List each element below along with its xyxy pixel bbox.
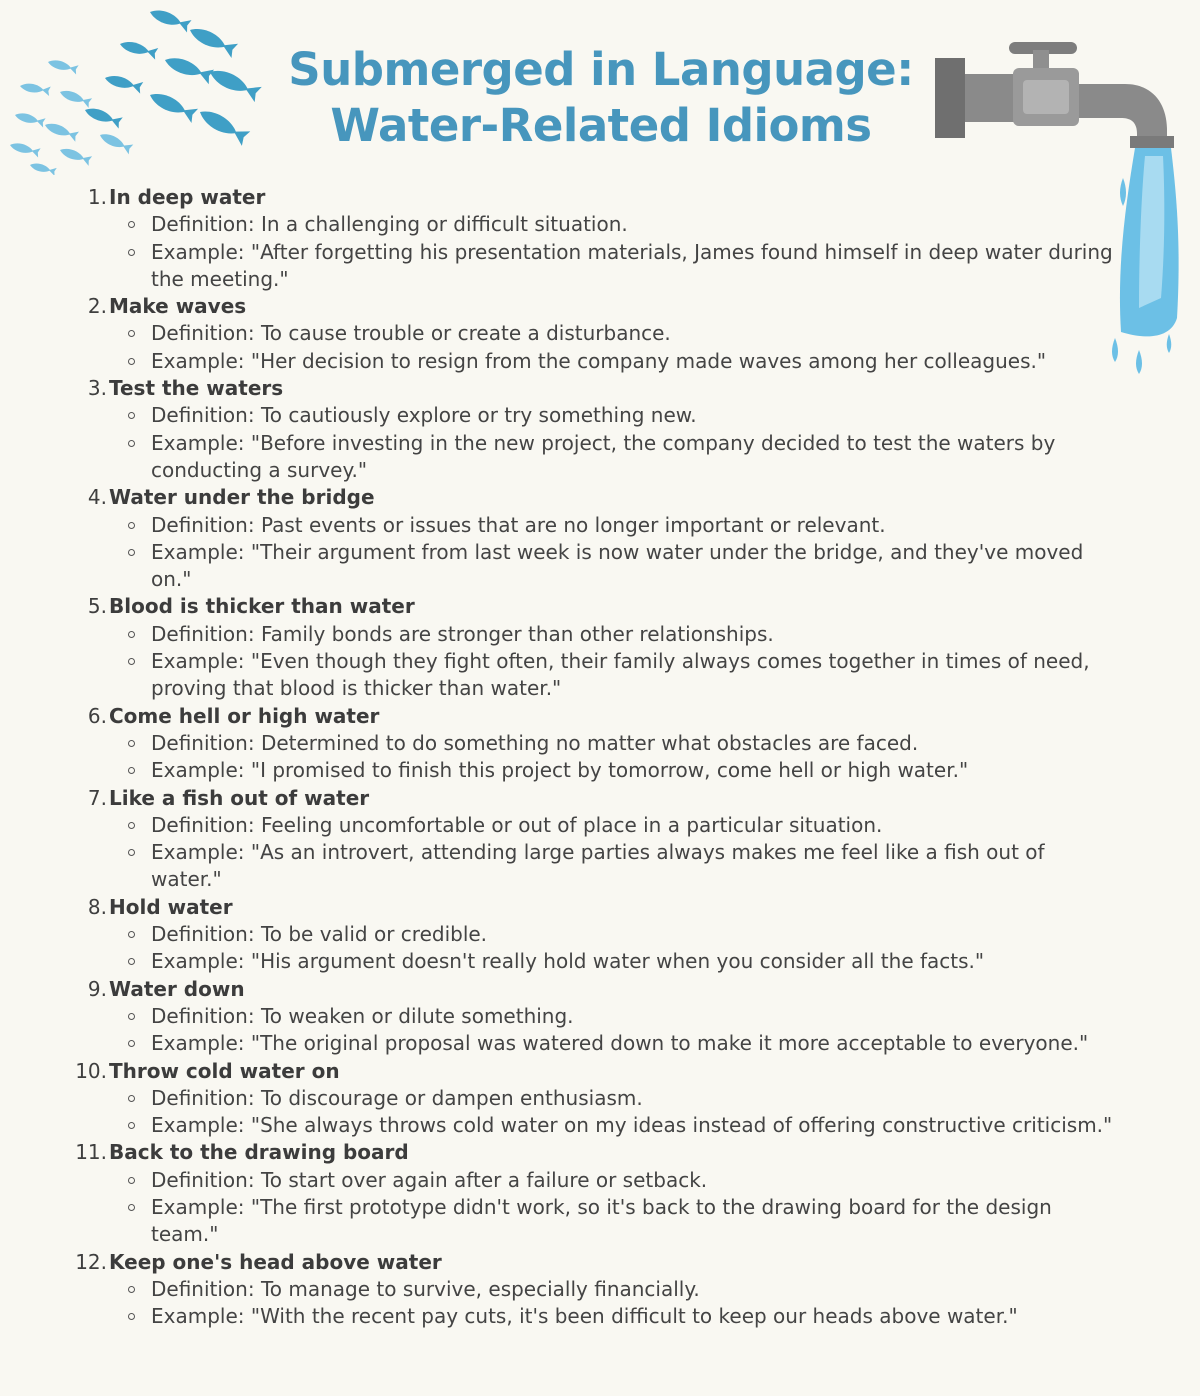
definition: Definition: To weaken or dilute something. <box>0 1003 1119 1030</box>
idioms-list <box>0 184 1200 1330</box>
item-number: 11. <box>75 1140 107 1165</box>
item-number: 12. <box>75 1249 107 1274</box>
item-number: 10. <box>75 1058 107 1083</box>
item-number: 5. <box>87 594 107 619</box>
item-number: 7. <box>87 785 107 810</box>
list-item <box>0 785 1200 894</box>
idiom-term: Test the waters <box>109 376 284 401</box>
example: Example: "Before investing in the new project, the company decided to test the waters by conducting a survey." <box>0 430 1119 485</box>
idiom-term: Throw cold water on <box>109 1058 340 1083</box>
item-number: 6. <box>87 703 107 728</box>
example: Example: "Her decision to resign from the company made waves among her colleagues." <box>0 348 1119 375</box>
bullet-icon <box>128 1177 135 1184</box>
bullet-icon <box>128 1122 135 1129</box>
list-item <box>0 593 1200 702</box>
example: Example: "Their argument from last week is now water under the bridge, and they've moved on." <box>0 539 1119 594</box>
idiom-term: Water under the bridge <box>109 485 375 510</box>
idiom-term: Make waves <box>109 294 247 319</box>
list-item <box>0 976 1200 1058</box>
list-item <box>0 375 1200 484</box>
definition: Definition: To be valid or credible. <box>0 921 1119 948</box>
bullet-icon <box>128 1204 135 1211</box>
bullet-icon <box>128 849 135 856</box>
list-item <box>0 184 1200 293</box>
bullet-icon <box>128 412 135 419</box>
definition: Definition: To start over again after a failure or setback. <box>0 1167 1119 1194</box>
bullet-icon <box>128 822 135 829</box>
list-item <box>0 484 1200 593</box>
idiom-term: Back to the drawing board <box>109 1140 409 1165</box>
bullet-icon <box>128 249 135 256</box>
idiom-term: In deep water <box>109 185 266 209</box>
definition: Definition: Past events or issues that are no longer important or relevant. <box>0 512 1119 539</box>
item-number: 1. <box>87 185 107 209</box>
bullet-icon <box>128 1013 135 1020</box>
example: Example: "As an introvert, attending large parties always makes me feel like a fish out of water." <box>0 839 1119 894</box>
example: Example: "Even though they fight often, their family always comes together in times of need, proving that blood is thicker than water." <box>0 648 1119 703</box>
bullet-icon <box>128 330 135 337</box>
example: Example: "The first prototype didn't work, so it's back to the drawing board for the design team." <box>0 1194 1119 1249</box>
idiom-term: Like a fish out of water <box>109 785 370 810</box>
bullet-icon <box>128 522 135 529</box>
bullet-icon <box>128 931 135 938</box>
definition: Definition: To manage to survive, especially financially. <box>0 1276 1119 1303</box>
definition: Definition: Determined to do something no matter what obstacles are faced. <box>0 730 1119 757</box>
idiom-term: Keep one's head above water <box>109 1249 442 1274</box>
bullet-icon <box>128 958 135 965</box>
list-item <box>0 703 1200 785</box>
definition: Definition: To discourage or dampen enthusiasm. <box>0 1085 1119 1112</box>
example: Example: "She always throws cold water on my ideas instead of offering constructive criticism." <box>0 1112 1119 1139</box>
bullet-icon <box>128 1095 135 1102</box>
list-item <box>0 894 1200 976</box>
list-item <box>0 1249 1200 1331</box>
item-number: 2. <box>87 294 107 319</box>
bullet-icon <box>128 740 135 747</box>
bullet-icon <box>128 767 135 774</box>
bullet-icon <box>128 1040 135 1047</box>
bullet-icon <box>128 440 135 447</box>
example: Example: "I promised to finish this project by tomorrow, come hell or high water." <box>0 757 1119 784</box>
title-line-1: Submerged in Language: <box>288 43 914 96</box>
item-number: 3. <box>87 376 107 401</box>
definition: Definition: To cautiously explore or try something new. <box>0 402 1119 429</box>
list-item <box>0 293 1200 375</box>
bullet-icon <box>128 658 135 665</box>
idiom-term: Come hell or high water <box>109 703 380 728</box>
idiom-term: Hold water <box>109 894 233 919</box>
list-item <box>0 1058 1200 1140</box>
bullet-icon <box>128 1313 135 1320</box>
bullet-icon <box>128 1286 135 1293</box>
definition: Definition: Feeling uncomfortable or out of place in a particular situation. <box>0 812 1119 839</box>
bullet-icon <box>128 358 135 365</box>
bullet-icon <box>128 631 135 638</box>
item-number: 4. <box>87 485 107 510</box>
definition: Definition: Family bonds are stronger than other relationships. <box>0 621 1119 648</box>
item-number: 8. <box>87 894 107 919</box>
example: Example: "The original proposal was watered down to make it more acceptable to everyone." <box>0 1030 1119 1057</box>
idiom-term: Water down <box>109 976 245 1001</box>
title-line-2: Water-Related Idioms <box>330 99 872 152</box>
item-number: 9. <box>87 976 107 1001</box>
example: Example: "With the recent pay cuts, it's been difficult to keep our heads above water." <box>0 1303 1119 1330</box>
definition: Definition: To cause trouble or create a disturbance. <box>0 320 1119 347</box>
list-item <box>0 1139 1200 1248</box>
definition: Definition: In a challenging or difficult situation. <box>0 211 1119 238</box>
example: Example: "After forgetting his presentation materials, James found himself in deep water during the meeting." <box>0 239 1119 294</box>
bullet-icon <box>128 221 135 228</box>
bullet-icon <box>128 549 135 556</box>
idiom-term: Blood is thicker than water <box>109 594 415 619</box>
example: Example: "His argument doesn't really hold water when you consider all the facts." <box>0 948 1119 975</box>
